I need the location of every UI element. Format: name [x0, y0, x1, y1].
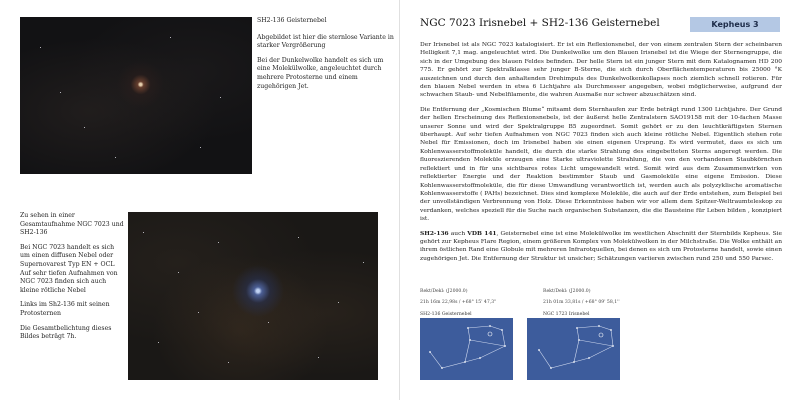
star-chart-caption: SH2-136 Geisternebel	[420, 312, 472, 317]
paragraph-2: Die Entfernung der „Kosmischen Blume“ mitsamt dem Sternhaufen zur Erde beträgt rund 1300 Lichtjahre. Der Grund der hellen Erscheinung des Reflexionsnebels, ist der äußerst helle Zentralstern SAO19158 mit der 10-fachen Masse unserer Sonne und wird der Spektralgruppe B5 zugeordnet. Somit gehört er zu den leuchtkräftigsten Sternen überhaupt. Auf sehr tiefen Aufnahmen von NGC 7023 finden sich auch kleine rötliche Nebel. Eigentlich stehen rote Nebel für Emissionen, doch im Irisnebel haben sie einen eigenen Ursprung. Es wird vermutet, dass es sich um Kohlenwasserstoffmoleküle handelt, die durch die starke Strahlung des eingebetteten Sterns angeregt werden. Die fluoreszierenden Moleküle erzeugen eine Starke ultraviolette Strahlung, die von den vorhandenen Staubkörnchen reflektiert und in für uns sichtbares rotes Licht umgewandelt wird. Somit wird aus dem Zusammenwirken von reflektierter Energie und der Reaktion bestimmter Staub und Gasmoleküle eine eigene Emission. Diese Kohlenwasserstoffmoleküle, die für diese Umwandlung verantwortlich ist, werden auch als polyzyklische aromatische Kohlenwasserstoffe ( PAHs) bezeichnet. Dies sind komplexe Moleküle, die auch auf der Erde entstehen, zum Beispiel bei der unvollständigen Verbrennung von Holz. Diese Erkenntnisse haben wir vor allem dem Spitzer-Weltraumteleskop zu verdanken, welches speziell für die Suche nach organischen Substanzen, die die Bausteine für Leben bilden , konzipiert ist.	[420, 106, 782, 223]
photo2-text-2: Bei NGC 7023 handelt es sich um einen diffusen Nebel oder Supernovarest Typ EN + OCL Auf sehr tiefen Aufnahmen von NGC 7023 finden sich auch kleine rötliche Nebel	[20, 243, 118, 294]
coordinates-ngc-7023	[543, 289, 653, 311]
chart-star	[479, 357, 481, 359]
iris-nebula-photo	[128, 212, 378, 380]
page-title: NGC 7023 Irisnebel + SH2-136 Geisternebel	[420, 17, 660, 29]
coord-label: Rekt/Dekl: (J2000.0)	[543, 289, 591, 294]
chart-star	[469, 339, 471, 341]
chart-star	[576, 327, 578, 329]
chart-star	[573, 361, 575, 363]
star-chart-background	[527, 318, 620, 380]
star-chart-ngc-7023	[527, 318, 620, 380]
paragraph-3-rest: , Geisternebel eine ist eine Molekülwolke im westlichen Abschnitt der Sternbilds Kepheus. Sie gehört zur Kepheus Flare Region, einem größeren Komplex von Molekülwolken in der Milchstraße. Die Wolke enthält an ihrem östlichen Rand eine Globule mit mehreren Infrarotquellen, bei denen es sich um Protosterne handelt, sowie einen zugehörigen Jet. Die Entfernung der Struktur ist unsicher; Schätzungen variieren zwischen rund 250 und 550 Parsec.	[420, 230, 782, 262]
coord-label: Rekt/Dekl: (J2000.0)	[420, 289, 468, 294]
chart-star	[588, 357, 590, 359]
paragraph-3	[420, 230, 782, 264]
chart-star	[429, 351, 431, 353]
sh2-136-label: SH2-136	[420, 229, 449, 237]
photo2-text-4: Die Gesamtbelichtung dieses Bildes beträgt 7h.	[20, 324, 112, 341]
star-chart-sh2-136	[420, 318, 513, 380]
chart-star	[578, 339, 580, 341]
chart-star	[612, 345, 614, 347]
paragraph-1: Der Irisnebel ist als NGC 7023 katalogisiert. Er ist ein Reflexionsnebel, der von einem zentralen Stern der scheinbaren Helligkeit 7,1 mag. angeleuchtet wird. Die Dunkelwolke um den Blauen Irisnebel ist die Wiege der Sternengruppe, die sich in der Umgebung des blauen Feldes befinden. Der helle Stern ist ein junger Stern mit dem Katalognamen HD 200 775. Er gehört zur Spektralklasse sehr junger B-Sterne, die sich durch Oberflächentemperaturen bis 25000 °K auszeichnen und durch den anhaltenden Drehimpuls des Dunkelwolkenkollapses noch ziemlich schnell rotieren. Für den blauen Nebel werden in etwa 6 Lichtjahre als Durchmesser angegeben, wobei möglicherweise, aufgrund der schwachen Staub- und Nebelfilamente, die wahren Ausmaße nur schwer abzuschätzen sind.	[420, 42, 782, 99]
photo1-text-2: Bei der Dunkelwolke handelt es sich um eine Molekülwolke, angeleuchtet durch mehrere Protosterne und einem zugehörigen Jet.	[257, 56, 384, 90]
article-body	[420, 41, 782, 269]
photo2-text-3: Links im Sh2-136 mit seinen Protosternen	[20, 301, 110, 317]
coordinates-sh2-136	[420, 289, 520, 311]
chart-star	[598, 325, 600, 327]
photo1-caption: SH2-136 Geisternebel	[257, 17, 327, 24]
chart-star	[550, 367, 552, 369]
coord-value: 21h 16m 22,98s / +68° 15' 47,3"	[420, 300, 497, 305]
coord-value: 21h 01m 33,81s / +68° 09' 58,1''	[543, 300, 620, 305]
star-chart-caption: NGC 1723 Irisnebel	[543, 312, 590, 317]
chart-star	[538, 349, 540, 351]
vdb-141-label: VDB 141	[467, 229, 497, 237]
chart-star	[467, 327, 469, 329]
ghost-nebula-photo	[20, 17, 252, 174]
chart-star	[610, 329, 612, 331]
photo1-description	[257, 17, 397, 97]
chart-star	[441, 367, 443, 369]
chart-star	[489, 325, 491, 327]
chart-star	[501, 329, 503, 331]
paragraph-3-connector: auch	[448, 230, 468, 237]
photo2-description	[20, 212, 124, 348]
chart-star	[464, 361, 466, 363]
photo1-text-1: Abgebildet ist hier die sternlose Variante in starker Vergrößerung	[257, 33, 394, 50]
chapter-tag: Kepheus 3	[690, 17, 780, 32]
chart-star	[504, 345, 506, 347]
photo2-text-1: Zu sehen in einer Gesamtaufnahme NGC 7023 und SH2-136	[20, 212, 124, 237]
